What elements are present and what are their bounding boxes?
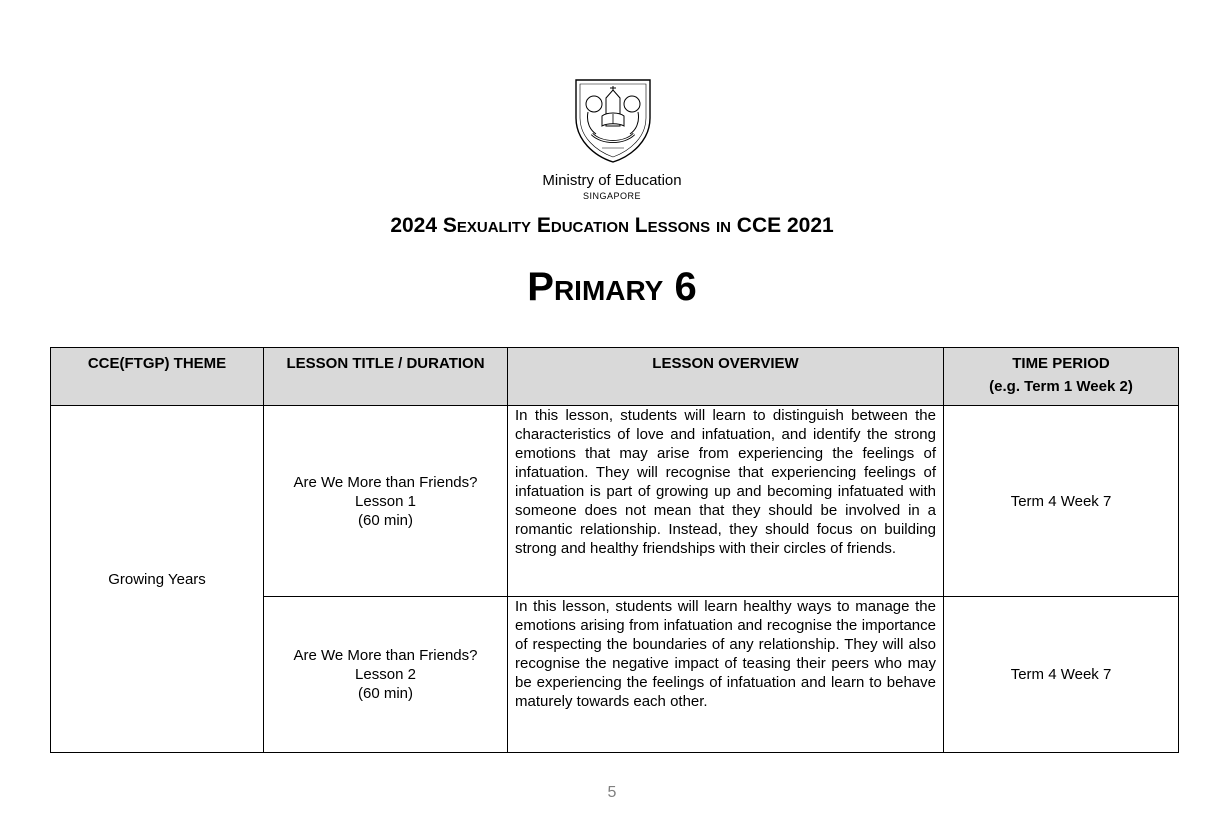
- header-overview: LESSON OVERVIEW: [508, 348, 944, 406]
- level-title: Primary 6: [527, 265, 697, 309]
- lesson-duration: (60 min): [357, 685, 413, 702]
- ministry-name: Ministry of Education: [542, 172, 682, 189]
- header-theme: CCE(FTGP) THEME: [51, 348, 264, 406]
- theme-cell: Growing Years: [51, 406, 264, 753]
- ministry-country: SINGAPORE: [582, 191, 641, 201]
- lesson-duration: (60 min): [357, 511, 413, 529]
- time-period-cell: Term 4 Week 7: [944, 597, 1179, 753]
- lesson-overview-cell: In this lesson, students will learn to distinguish between the characteristics of love and infatuation, and identify the strong emotions that may arise from experiencing the feelings of infatuation. They will recognise that experiencing feelings of infatuation is part of growing up and becoming infatuated with someone does not mean that they should be involved in a romantic relationship. Instead, they should focus on building strong and healthy friendships with their circles of friends.: [508, 406, 944, 597]
- lesson-title: Are We More than Friends?: [293, 647, 478, 664]
- header-lesson-title: LESSON TITLE / DURATION: [264, 348, 508, 406]
- lesson-number: Lesson 2: [355, 666, 416, 683]
- header-time-period: TIME PERIOD (e.g. Term 1 Week 2): [944, 348, 1179, 406]
- ministry-crest-logo: [572, 78, 654, 164]
- lesson-title: Are We More than Friends?: [293, 473, 478, 491]
- page-number: 5: [607, 784, 617, 801]
- lesson-title-cell: [264, 406, 508, 597]
- lesson-title-cell: [264, 597, 508, 753]
- header-time-period-example: (e.g. Term 1 Week 2): [989, 378, 1133, 395]
- table-header-row: [51, 348, 1179, 406]
- table-row: [51, 406, 1179, 597]
- lessons-table: [50, 347, 1179, 753]
- lesson-overview-cell: In this lesson, students will learn healthy ways to manage the emotions arising from infatuation and recognise the importance of respecting the boundaries of any relationship. They will also recognise the negative impact of teasing their peers who may be experiencing the feelings of infatuation and learn to behave maturely towards each other.: [508, 597, 944, 753]
- document-title: 2024 Sexuality Education Lessons in CCE 2021: [390, 214, 834, 237]
- lesson-number: Lesson 1: [355, 492, 416, 510]
- time-period-cell: Term 4 Week 7: [944, 406, 1179, 597]
